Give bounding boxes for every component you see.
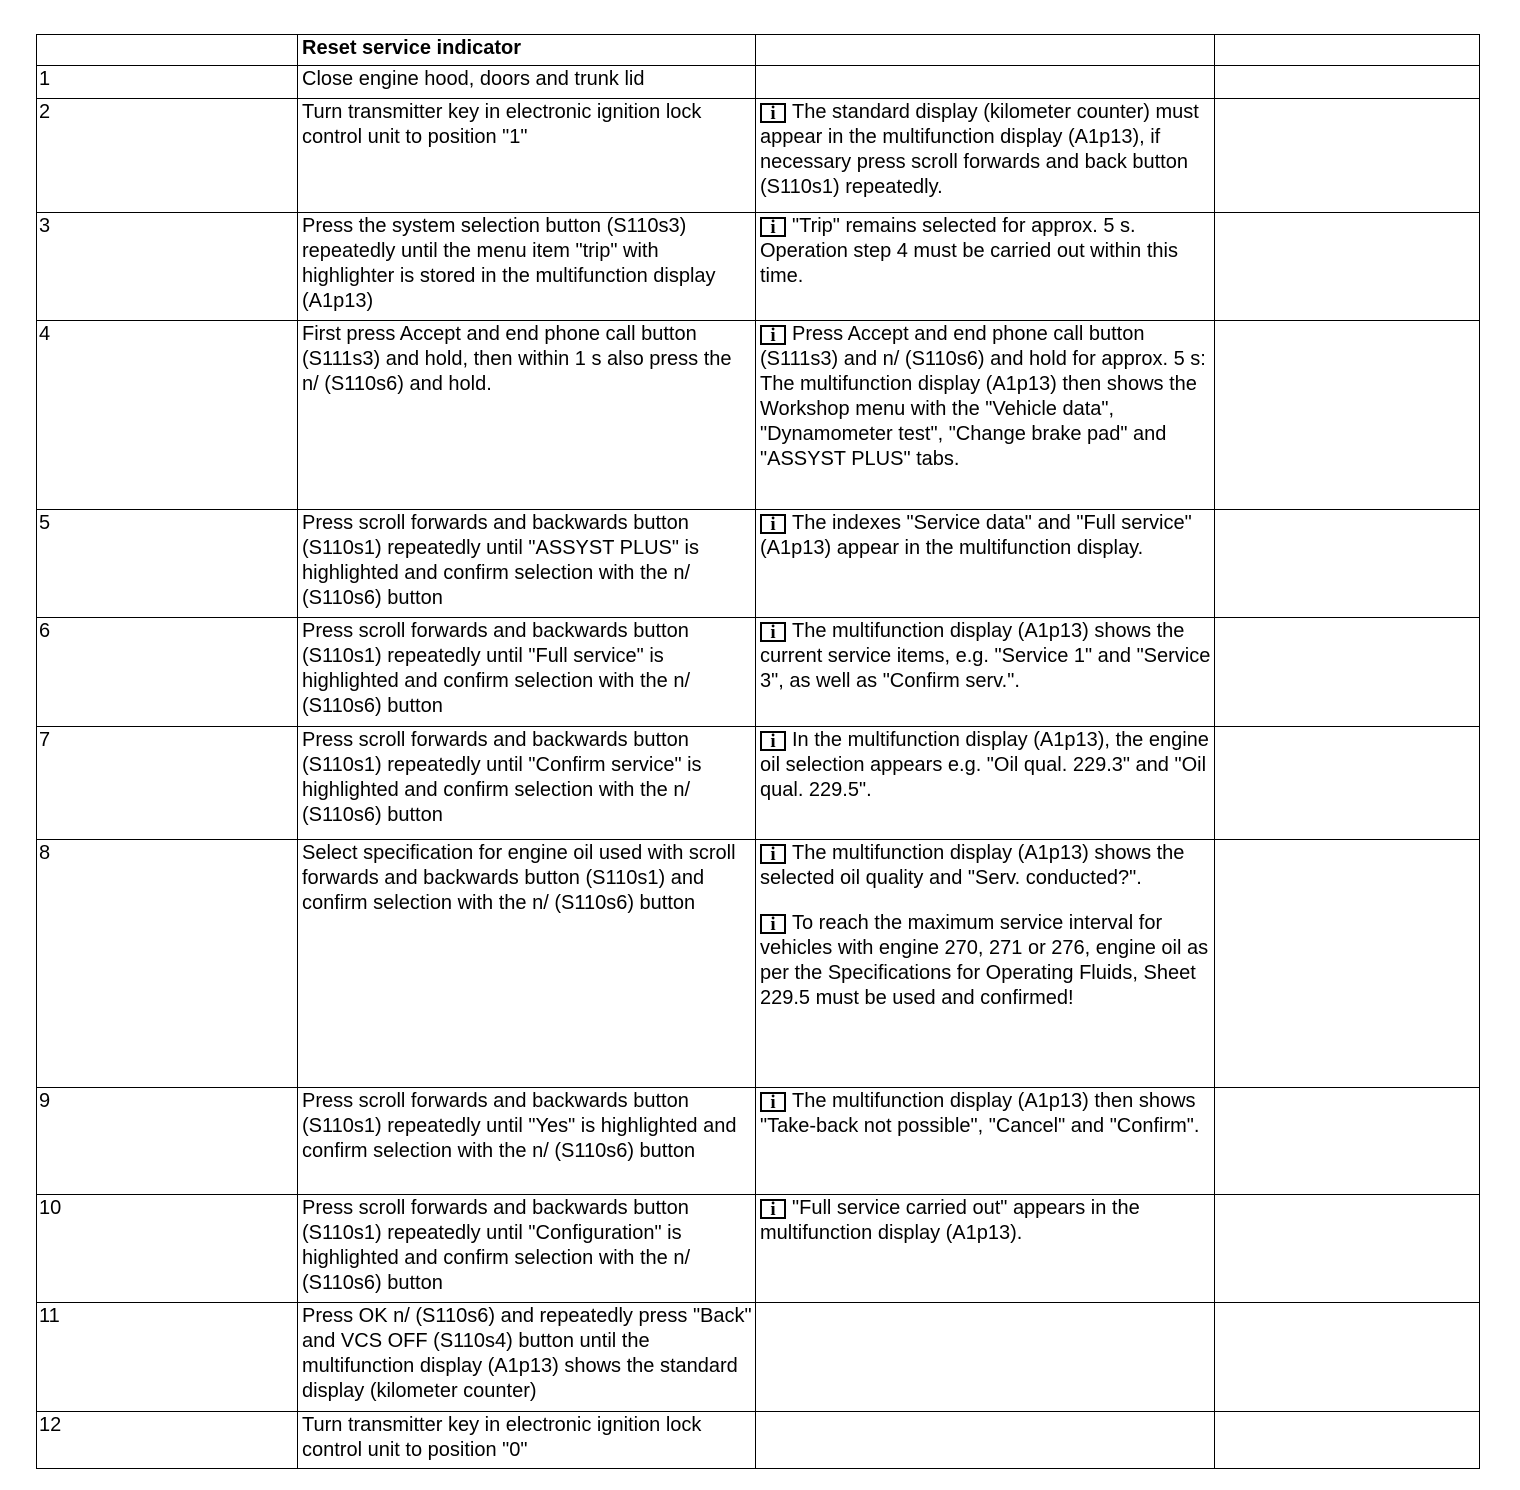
step-action: Press scroll forwards and backwards button (S110s1) repeatedly until "Full service" is highlighted and confirm selection with the n/ (S110s6) button xyxy=(298,618,756,727)
step-number: 6 xyxy=(37,618,298,727)
extra-cell xyxy=(1215,1195,1480,1303)
step-action: Select specification for engine oil used with scroll forwards and backwards button (S110s1) and confirm selection with the n/ (S110s6) button xyxy=(298,840,756,1088)
step-number: 5 xyxy=(37,510,298,618)
info-note xyxy=(760,322,1211,472)
info-note-text: In the multifunction display (A1p13), the engine oil selection appears e.g. "Oil qual. 229.3" and "Oil qual. 229.5". xyxy=(760,729,1209,801)
step-notes xyxy=(756,321,1215,510)
step-action: First press Accept and end phone call button (S111s3) and hold, then within 1 s also press the n/ (S110s6) and hold. xyxy=(298,321,756,510)
step-action: Press scroll forwards and backwards button (S110s1) repeatedly until "Yes" is highlighted and confirm selection with the n/ (S110s6) button xyxy=(298,1088,756,1195)
step-notes xyxy=(756,1412,1215,1469)
step-notes xyxy=(756,99,1215,213)
extra-cell xyxy=(1215,321,1480,510)
info-icon: i xyxy=(760,914,786,934)
extra-cell xyxy=(1215,618,1480,727)
info-note-text: The indexes "Service data" and "Full service" (A1p13) appear in the multifunction display. xyxy=(760,512,1192,559)
extra-cell xyxy=(1215,1303,1480,1412)
info-icon: i xyxy=(760,514,786,534)
info-note xyxy=(760,728,1211,803)
info-note-text: The multifunction display (A1p13) shows the current service items, e.g. "Service 1" and "Service 3", as well as "Confirm serv.". xyxy=(760,620,1211,692)
step-action: Press scroll forwards and backwards button (S110s1) repeatedly until "Confirm service" is highlighted and confirm selection with the n/ (S110s6) button xyxy=(298,727,756,840)
info-note xyxy=(760,1089,1211,1139)
extra-cell xyxy=(1215,1088,1480,1195)
info-note-text: The multifunction display (A1p13) shows the selected oil quality and "Serv. conducted?". xyxy=(760,842,1185,889)
info-icon: i xyxy=(760,622,786,642)
table-body xyxy=(37,35,1480,1469)
step-notes xyxy=(756,66,1215,99)
info-icon: i xyxy=(760,325,786,345)
step-number: 9 xyxy=(37,1088,298,1195)
step-notes xyxy=(756,1303,1215,1412)
table-row xyxy=(37,1303,1480,1412)
table-row xyxy=(37,213,1480,321)
table-row xyxy=(37,618,1480,727)
step-action: Turn transmitter key in electronic ignition lock control unit to position "0" xyxy=(298,1412,756,1469)
table-row xyxy=(37,66,1480,99)
step-action: Press scroll forwards and backwards button (S110s1) repeatedly until "ASSYST PLUS" is highlighted and confirm selection with the n/ (S110s6) button xyxy=(298,510,756,618)
step-notes xyxy=(756,618,1215,727)
extra-cell xyxy=(1215,1412,1480,1469)
table-row xyxy=(37,1088,1480,1195)
info-note-text: The multifunction display (A1p13) then shows "Take-back not possible", "Cancel" and "Confirm". xyxy=(760,1090,1200,1137)
table-row xyxy=(37,99,1480,213)
step-notes xyxy=(756,1195,1215,1303)
table-row xyxy=(37,510,1480,618)
info-icon: i xyxy=(760,1199,786,1219)
info-note-text: "Trip" remains selected for approx. 5 s. Operation step 4 must be carried out within this time. xyxy=(760,215,1178,287)
header-extra-cell xyxy=(1215,35,1480,66)
table-row xyxy=(37,321,1480,510)
info-note xyxy=(760,511,1211,561)
extra-cell xyxy=(1215,727,1480,840)
table-row xyxy=(37,727,1480,840)
step-action: Press the system selection button (S110s3) repeatedly until the menu item "trip" with highlighter is stored in the multifunction display (A1p13) xyxy=(298,213,756,321)
step-action: Close engine hood, doors and trunk lid xyxy=(298,66,756,99)
extra-cell xyxy=(1215,99,1480,213)
info-note xyxy=(760,841,1211,891)
step-number: 8 xyxy=(37,840,298,1088)
extra-cell xyxy=(1215,840,1480,1088)
step-number: 10 xyxy=(37,1195,298,1303)
step-notes xyxy=(756,213,1215,321)
step-notes xyxy=(756,1088,1215,1195)
extra-cell xyxy=(1215,213,1480,321)
step-notes xyxy=(756,840,1215,1088)
info-note-text: Press Accept and end phone call button (S111s3) and n/ (S110s6) and hold for approx. 5 s: The multifunction display (A1p13) then shows the Workshop menu with the "Vehicle data", "Dynamometer test", "Change brake pad" and "ASSYST PLUS" tabs. xyxy=(760,323,1206,470)
step-number: 7 xyxy=(37,727,298,840)
info-icon: i xyxy=(760,217,786,237)
info-note xyxy=(760,911,1211,1011)
step-number: 3 xyxy=(37,213,298,321)
step-action: Turn transmitter key in electronic ignition lock control unit to position "1" xyxy=(298,99,756,213)
step-number: 12 xyxy=(37,1412,298,1469)
step-number: 2 xyxy=(37,99,298,213)
step-number: 4 xyxy=(37,321,298,510)
step-notes xyxy=(756,510,1215,618)
info-icon: i xyxy=(760,1092,786,1112)
info-icon: i xyxy=(760,731,786,751)
step-number: 11 xyxy=(37,1303,298,1412)
table-row xyxy=(37,1195,1480,1303)
step-action: Press scroll forwards and backwards button (S110s1) repeatedly until "Configuration" is highlighted and confirm selection with the n/ (S110s6) button xyxy=(298,1195,756,1303)
info-note-text: "Full service carried out" appears in the multifunction display (A1p13). xyxy=(760,1197,1140,1244)
info-note xyxy=(760,1196,1211,1246)
info-icon: i xyxy=(760,103,786,123)
info-icon: i xyxy=(760,844,786,864)
step-action: Press OK n/ (S110s6) and repeatedly press "Back" and VCS OFF (S110s4) button until the multifunction display (A1p13) shows the standard display (kilometer counter) xyxy=(298,1303,756,1412)
service-reset-table xyxy=(36,34,1480,1469)
extra-cell xyxy=(1215,66,1480,99)
info-note xyxy=(760,214,1211,289)
table-row xyxy=(37,1412,1480,1469)
extra-cell xyxy=(1215,510,1480,618)
header-row xyxy=(37,35,1480,66)
step-number: 1 xyxy=(37,66,298,99)
info-note-text: The standard display (kilometer counter) must appear in the multifunction display (A1p13), if necessary press scroll forwards and back button (S110s1) repeatedly. xyxy=(760,101,1199,198)
table-row xyxy=(37,840,1480,1088)
header-note-cell xyxy=(756,35,1215,66)
info-note xyxy=(760,619,1211,694)
info-note xyxy=(760,100,1211,200)
step-notes xyxy=(756,727,1215,840)
info-note-text: To reach the maximum service interval for vehicles with engine 270, 271 or 276, engine oil as per the Specifications for Operating Fluids, Sheet 229.5 must be used and confirmed! xyxy=(760,912,1209,1009)
header-step-cell xyxy=(37,35,298,66)
table-heading: Reset service indicator xyxy=(298,35,756,66)
